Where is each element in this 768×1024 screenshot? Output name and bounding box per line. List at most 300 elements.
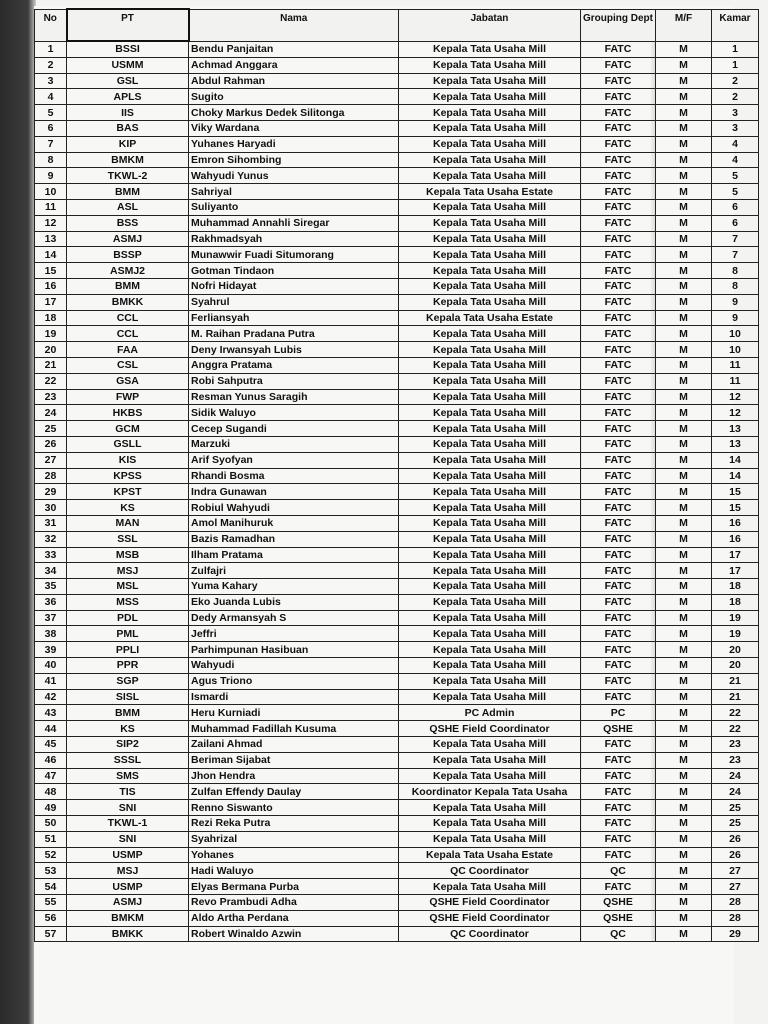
- cell-nama: Aldo Artha Perdana: [189, 910, 399, 926]
- cell-nama: Jeffri: [189, 626, 399, 642]
- roster-table: [34, 8, 759, 942]
- cell-nama: Zulfan Effendy Daulay: [189, 784, 399, 800]
- cell-pt: GCM: [67, 421, 189, 437]
- cell-grouping-dept: FATC: [581, 626, 656, 642]
- cell-grouping-dept: FATC: [581, 468, 656, 484]
- cell-mf: M: [656, 152, 712, 168]
- cell-mf: M: [656, 737, 712, 753]
- cell-mf: M: [656, 342, 712, 358]
- header-pt: PT: [67, 9, 189, 41]
- cell-no: 29: [35, 484, 67, 500]
- table-row: [35, 215, 759, 231]
- cell-kamar: 9: [712, 294, 759, 310]
- cell-no: 35: [35, 579, 67, 595]
- cell-nama: Choky Markus Dedek Silitonga: [189, 105, 399, 121]
- cell-no: 25: [35, 421, 67, 437]
- table-row: [35, 658, 759, 674]
- cell-mf: M: [656, 231, 712, 247]
- cell-pt: BMKM: [67, 910, 189, 926]
- cell-kamar: 28: [712, 895, 759, 911]
- cell-kamar: 8: [712, 263, 759, 279]
- cell-nama: Beriman Sijabat: [189, 752, 399, 768]
- cell-jabatan: Kepala Tata Usaha Mill: [399, 452, 581, 468]
- cell-grouping-dept: FATC: [581, 800, 656, 816]
- cell-grouping-dept: QSHE: [581, 910, 656, 926]
- cell-no: 10: [35, 184, 67, 200]
- cell-nama: Revo Prambudi Adha: [189, 895, 399, 911]
- cell-grouping-dept: FATC: [581, 120, 656, 136]
- cell-mf: M: [656, 199, 712, 215]
- cell-mf: M: [656, 468, 712, 484]
- cell-nama: Eko Juanda Lubis: [189, 594, 399, 610]
- cell-jabatan: Kepala Tata Usaha Mill: [399, 626, 581, 642]
- cell-grouping-dept: QC: [581, 926, 656, 942]
- cell-jabatan: Kepala Tata Usaha Mill: [399, 168, 581, 184]
- cell-jabatan: Kepala Tata Usaha Mill: [399, 405, 581, 421]
- cell-nama: Robiul Wahyudi: [189, 500, 399, 516]
- cell-grouping-dept: FATC: [581, 658, 656, 674]
- cell-nama: Zailani Ahmad: [189, 737, 399, 753]
- header-grouping-dept: Grouping Dept: [581, 9, 656, 41]
- cell-nama: Syahrul: [189, 294, 399, 310]
- cell-nama: Yuma Kahary: [189, 579, 399, 595]
- cell-pt: SNI: [67, 831, 189, 847]
- cell-pt: GSLL: [67, 436, 189, 452]
- table-row: [35, 594, 759, 610]
- cell-mf: M: [656, 105, 712, 121]
- cell-pt: SSSL: [67, 752, 189, 768]
- cell-pt: MSS: [67, 594, 189, 610]
- cell-mf: M: [656, 263, 712, 279]
- cell-nama: Renno Siswanto: [189, 800, 399, 816]
- table-row: [35, 752, 759, 768]
- cell-jabatan: Kepala Tata Usaha Mill: [399, 468, 581, 484]
- table-row: [35, 373, 759, 389]
- cell-grouping-dept: FATC: [581, 816, 656, 832]
- cell-no: 12: [35, 215, 67, 231]
- cell-kamar: 18: [712, 579, 759, 595]
- cell-jabatan: Kepala Tata Usaha Mill: [399, 89, 581, 105]
- cell-kamar: 28: [712, 910, 759, 926]
- cell-no: 41: [35, 673, 67, 689]
- cell-no: 43: [35, 705, 67, 721]
- table-row: [35, 831, 759, 847]
- cell-pt: KIS: [67, 452, 189, 468]
- cell-pt: MSJ: [67, 863, 189, 879]
- cell-jabatan: QC Coordinator: [399, 863, 581, 879]
- cell-grouping-dept: FATC: [581, 436, 656, 452]
- cell-no: 15: [35, 263, 67, 279]
- cell-nama: Abdul Rahman: [189, 73, 399, 89]
- cell-kamar: 15: [712, 500, 759, 516]
- cell-jabatan: Koordinator Kepala Tata Usaha: [399, 784, 581, 800]
- cell-kamar: 5: [712, 184, 759, 200]
- cell-pt: SNI: [67, 800, 189, 816]
- cell-grouping-dept: FATC: [581, 547, 656, 563]
- table-row: [35, 768, 759, 784]
- cell-grouping-dept: FATC: [581, 610, 656, 626]
- table-row: [35, 895, 759, 911]
- table-row: [35, 563, 759, 579]
- cell-no: 34: [35, 563, 67, 579]
- cell-nama: Anggra Pratama: [189, 357, 399, 373]
- table-row: [35, 547, 759, 563]
- cell-nama: Deny Irwansyah Lubis: [189, 342, 399, 358]
- cell-nama: Munawwir Fuadi Situmorang: [189, 247, 399, 263]
- table-row: [35, 184, 759, 200]
- cell-jabatan: Kepala Tata Usaha Estate: [399, 310, 581, 326]
- cell-pt: PML: [67, 626, 189, 642]
- cell-mf: M: [656, 563, 712, 579]
- cell-grouping-dept: FATC: [581, 326, 656, 342]
- cell-jabatan: Kepala Tata Usaha Mill: [399, 768, 581, 784]
- cell-jabatan: Kepala Tata Usaha Mill: [399, 642, 581, 658]
- cell-nama: M. Raihan Pradana Putra: [189, 326, 399, 342]
- cell-grouping-dept: FATC: [581, 768, 656, 784]
- cell-mf: M: [656, 310, 712, 326]
- cell-mf: M: [656, 357, 712, 373]
- table-row: [35, 405, 759, 421]
- cell-grouping-dept: FATC: [581, 689, 656, 705]
- cell-mf: M: [656, 673, 712, 689]
- cell-grouping-dept: FATC: [581, 136, 656, 152]
- cell-jabatan: Kepala Tata Usaha Mill: [399, 563, 581, 579]
- cell-pt: HKBS: [67, 405, 189, 421]
- cell-mf: M: [656, 484, 712, 500]
- cell-no: 23: [35, 389, 67, 405]
- cell-grouping-dept: FATC: [581, 152, 656, 168]
- table-row: [35, 73, 759, 89]
- cell-nama: Elyas Bermana Purba: [189, 879, 399, 895]
- cell-nama: Viky Wardana: [189, 120, 399, 136]
- cell-no: 27: [35, 452, 67, 468]
- table-row: [35, 673, 759, 689]
- cell-nama: Sahriyal: [189, 184, 399, 200]
- cell-jabatan: Kepala Tata Usaha Mill: [399, 105, 581, 121]
- cell-no: 44: [35, 721, 67, 737]
- table-row: [35, 579, 759, 595]
- cell-no: 19: [35, 326, 67, 342]
- cell-grouping-dept: FATC: [581, 452, 656, 468]
- table-row: [35, 57, 759, 73]
- cell-jabatan: Kepala Tata Usaha Mill: [399, 342, 581, 358]
- cell-no: 31: [35, 515, 67, 531]
- table-row: [35, 642, 759, 658]
- cell-jabatan: Kepala Tata Usaha Mill: [399, 436, 581, 452]
- table-row: [35, 310, 759, 326]
- cell-nama: Parhimpunan Hasibuan: [189, 642, 399, 658]
- cell-jabatan: Kepala Tata Usaha Mill: [399, 389, 581, 405]
- table-row: [35, 326, 759, 342]
- cell-mf: M: [656, 215, 712, 231]
- cell-grouping-dept: FATC: [581, 673, 656, 689]
- cell-nama: Yuhanes Haryadi: [189, 136, 399, 152]
- header-kamar: Kamar: [712, 9, 759, 41]
- cell-nama: Arif Syofyan: [189, 452, 399, 468]
- cell-nama: Ilham Pratama: [189, 547, 399, 563]
- cell-no: 56: [35, 910, 67, 926]
- table-row: [35, 879, 759, 895]
- cell-mf: M: [656, 294, 712, 310]
- cell-kamar: 4: [712, 152, 759, 168]
- cell-grouping-dept: FATC: [581, 41, 656, 57]
- table-row: [35, 168, 759, 184]
- cell-nama: Ferliansyah: [189, 310, 399, 326]
- table-row: [35, 721, 759, 737]
- cell-no: 45: [35, 737, 67, 753]
- cell-kamar: 24: [712, 768, 759, 784]
- cell-nama: Gotman Tindaon: [189, 263, 399, 279]
- cell-no: 39: [35, 642, 67, 658]
- cell-kamar: 7: [712, 247, 759, 263]
- cell-no: 40: [35, 658, 67, 674]
- table-row: [35, 357, 759, 373]
- cell-kamar: 6: [712, 199, 759, 215]
- cell-jabatan: Kepala Tata Usaha Mill: [399, 610, 581, 626]
- cell-grouping-dept: FATC: [581, 389, 656, 405]
- cell-nama: Marzuki: [189, 436, 399, 452]
- cell-kamar: 25: [712, 816, 759, 832]
- cell-nama: Muhammad Annahli Siregar: [189, 215, 399, 231]
- cell-kamar: 22: [712, 705, 759, 721]
- cell-pt: IIS: [67, 105, 189, 121]
- cell-grouping-dept: FATC: [581, 752, 656, 768]
- cell-grouping-dept: FATC: [581, 515, 656, 531]
- cell-kamar: 23: [712, 737, 759, 753]
- cell-mf: M: [656, 73, 712, 89]
- cell-pt: BMM: [67, 705, 189, 721]
- cell-kamar: 14: [712, 452, 759, 468]
- cell-kamar: 12: [712, 405, 759, 421]
- cell-jabatan: Kepala Tata Usaha Mill: [399, 737, 581, 753]
- cell-kamar: 13: [712, 436, 759, 452]
- cell-mf: M: [656, 594, 712, 610]
- cell-no: 54: [35, 879, 67, 895]
- cell-no: 37: [35, 610, 67, 626]
- header-jabatan: Jabatan: [399, 9, 581, 41]
- cell-kamar: 25: [712, 800, 759, 816]
- cell-kamar: 2: [712, 73, 759, 89]
- table-row: [35, 926, 759, 942]
- cell-nama: Wahyudi Yunus: [189, 168, 399, 184]
- cell-no: 13: [35, 231, 67, 247]
- cell-no: 53: [35, 863, 67, 879]
- table-row: [35, 484, 759, 500]
- cell-mf: M: [656, 579, 712, 595]
- cell-no: 21: [35, 357, 67, 373]
- cell-no: 3: [35, 73, 67, 89]
- cell-mf: M: [656, 184, 712, 200]
- cell-nama: Syahrizal: [189, 831, 399, 847]
- cell-kamar: 1: [712, 41, 759, 57]
- cell-kamar: 11: [712, 357, 759, 373]
- cell-mf: M: [656, 421, 712, 437]
- cell-jabatan: Kepala Tata Usaha Mill: [399, 484, 581, 500]
- cell-no: 9: [35, 168, 67, 184]
- cell-kamar: 21: [712, 689, 759, 705]
- cell-pt: BSSI: [67, 41, 189, 57]
- cell-grouping-dept: FATC: [581, 594, 656, 610]
- cell-grouping-dept: FATC: [581, 215, 656, 231]
- cell-kamar: 17: [712, 563, 759, 579]
- cell-pt: USMP: [67, 879, 189, 895]
- cell-mf: M: [656, 626, 712, 642]
- header-no: No: [35, 9, 67, 41]
- cell-kamar: 9: [712, 310, 759, 326]
- cell-no: 28: [35, 468, 67, 484]
- cell-pt: USMM: [67, 57, 189, 73]
- cell-pt: SSL: [67, 531, 189, 547]
- cell-pt: PDL: [67, 610, 189, 626]
- cell-nama: Wahyudi: [189, 658, 399, 674]
- cell-pt: GSL: [67, 73, 189, 89]
- cell-kamar: 26: [712, 847, 759, 863]
- cell-no: 4: [35, 89, 67, 105]
- cell-mf: M: [656, 120, 712, 136]
- cell-mf: M: [656, 452, 712, 468]
- cell-grouping-dept: FATC: [581, 57, 656, 73]
- cell-jabatan: Kepala Tata Usaha Mill: [399, 294, 581, 310]
- cell-kamar: 24: [712, 784, 759, 800]
- cell-mf: M: [656, 847, 712, 863]
- cell-grouping-dept: FATC: [581, 484, 656, 500]
- cell-nama: Sidik Waluyo: [189, 405, 399, 421]
- cell-mf: M: [656, 610, 712, 626]
- cell-jabatan: Kepala Tata Usaha Mill: [399, 120, 581, 136]
- cell-grouping-dept: FATC: [581, 831, 656, 847]
- cell-pt: BSSP: [67, 247, 189, 263]
- cell-pt: CCL: [67, 326, 189, 342]
- cell-kamar: 26: [712, 831, 759, 847]
- table-row: [35, 500, 759, 516]
- cell-nama: Muhammad Fadillah Kusuma: [189, 721, 399, 737]
- table-row: [35, 910, 759, 926]
- cell-grouping-dept: FATC: [581, 373, 656, 389]
- table-row: [35, 278, 759, 294]
- cell-no: 1: [35, 41, 67, 57]
- cell-pt: GSA: [67, 373, 189, 389]
- cell-jabatan: Kepala Tata Usaha Mill: [399, 73, 581, 89]
- cell-nama: Amol Manihuruk: [189, 515, 399, 531]
- cell-kamar: 3: [712, 120, 759, 136]
- cell-nama: Sugito: [189, 89, 399, 105]
- cell-jabatan: Kepala Tata Usaha Estate: [399, 184, 581, 200]
- cell-nama: Suliyanto: [189, 199, 399, 215]
- cell-jabatan: Kepala Tata Usaha Mill: [399, 689, 581, 705]
- cell-jabatan: QSHE Field Coordinator: [399, 895, 581, 911]
- cell-grouping-dept: FATC: [581, 531, 656, 547]
- cell-kamar: 19: [712, 626, 759, 642]
- table-header: [35, 9, 759, 41]
- cell-pt: APLS: [67, 89, 189, 105]
- cell-nama: Cecep Sugandi: [189, 421, 399, 437]
- cell-mf: M: [656, 784, 712, 800]
- cell-no: 20: [35, 342, 67, 358]
- cell-mf: M: [656, 89, 712, 105]
- table-row: [35, 452, 759, 468]
- cell-kamar: 8: [712, 278, 759, 294]
- table-row: [35, 421, 759, 437]
- cell-pt: TKWL-2: [67, 168, 189, 184]
- cell-jabatan: Kepala Tata Usaha Mill: [399, 263, 581, 279]
- table-row: [35, 152, 759, 168]
- cell-jabatan: QC Coordinator: [399, 926, 581, 942]
- cell-kamar: 27: [712, 863, 759, 879]
- cell-kamar: 10: [712, 342, 759, 358]
- cell-pt: SGP: [67, 673, 189, 689]
- cell-nama: Rezi Reka Putra: [189, 816, 399, 832]
- cell-no: 49: [35, 800, 67, 816]
- cell-kamar: 11: [712, 373, 759, 389]
- cell-grouping-dept: FATC: [581, 231, 656, 247]
- cell-jabatan: Kepala Tata Usaha Mill: [399, 531, 581, 547]
- cell-no: 48: [35, 784, 67, 800]
- cell-mf: M: [656, 863, 712, 879]
- table-row: [35, 41, 759, 57]
- cell-pt: CSL: [67, 357, 189, 373]
- cell-no: 32: [35, 531, 67, 547]
- table-row: [35, 89, 759, 105]
- cell-grouping-dept: FATC: [581, 342, 656, 358]
- cell-no: 2: [35, 57, 67, 73]
- cell-nama: Heru Kurniadi: [189, 705, 399, 721]
- cell-kamar: 16: [712, 531, 759, 547]
- table-row: [35, 800, 759, 816]
- cell-mf: M: [656, 500, 712, 516]
- cell-no: 8: [35, 152, 67, 168]
- cell-nama: Rhandi Bosma: [189, 468, 399, 484]
- cell-pt: TIS: [67, 784, 189, 800]
- cell-jabatan: Kepala Tata Usaha Mill: [399, 658, 581, 674]
- cell-grouping-dept: FATC: [581, 847, 656, 863]
- cell-no: 5: [35, 105, 67, 121]
- table-row: [35, 863, 759, 879]
- cell-kamar: 20: [712, 658, 759, 674]
- cell-grouping-dept: FATC: [581, 278, 656, 294]
- table-row: [35, 515, 759, 531]
- cell-grouping-dept: FATC: [581, 168, 656, 184]
- cell-kamar: 14: [712, 468, 759, 484]
- cell-no: 46: [35, 752, 67, 768]
- cell-jabatan: Kepala Tata Usaha Mill: [399, 373, 581, 389]
- table-row: [35, 342, 759, 358]
- cell-grouping-dept: FATC: [581, 579, 656, 595]
- cell-nama: Jhon Hendra: [189, 768, 399, 784]
- cell-jabatan: QSHE Field Coordinator: [399, 910, 581, 926]
- cell-kamar: 19: [712, 610, 759, 626]
- cell-no: 52: [35, 847, 67, 863]
- cell-mf: M: [656, 247, 712, 263]
- cell-grouping-dept: FATC: [581, 784, 656, 800]
- cell-pt: FWP: [67, 389, 189, 405]
- cell-jabatan: Kepala Tata Usaha Mill: [399, 831, 581, 847]
- cell-mf: M: [656, 816, 712, 832]
- header-mf: M/F: [656, 9, 712, 41]
- cell-pt: MAN: [67, 515, 189, 531]
- cell-pt: KPSS: [67, 468, 189, 484]
- cell-nama: Hadi Waluyo: [189, 863, 399, 879]
- cell-mf: M: [656, 136, 712, 152]
- cell-pt: TKWL-1: [67, 816, 189, 832]
- cell-no: 30: [35, 500, 67, 516]
- cell-pt: BMM: [67, 184, 189, 200]
- header-nama: Nama: [189, 9, 399, 41]
- cell-no: 17: [35, 294, 67, 310]
- cell-kamar: 13: [712, 421, 759, 437]
- table-row: [35, 626, 759, 642]
- cell-nama: Yohanes: [189, 847, 399, 863]
- table-row: [35, 389, 759, 405]
